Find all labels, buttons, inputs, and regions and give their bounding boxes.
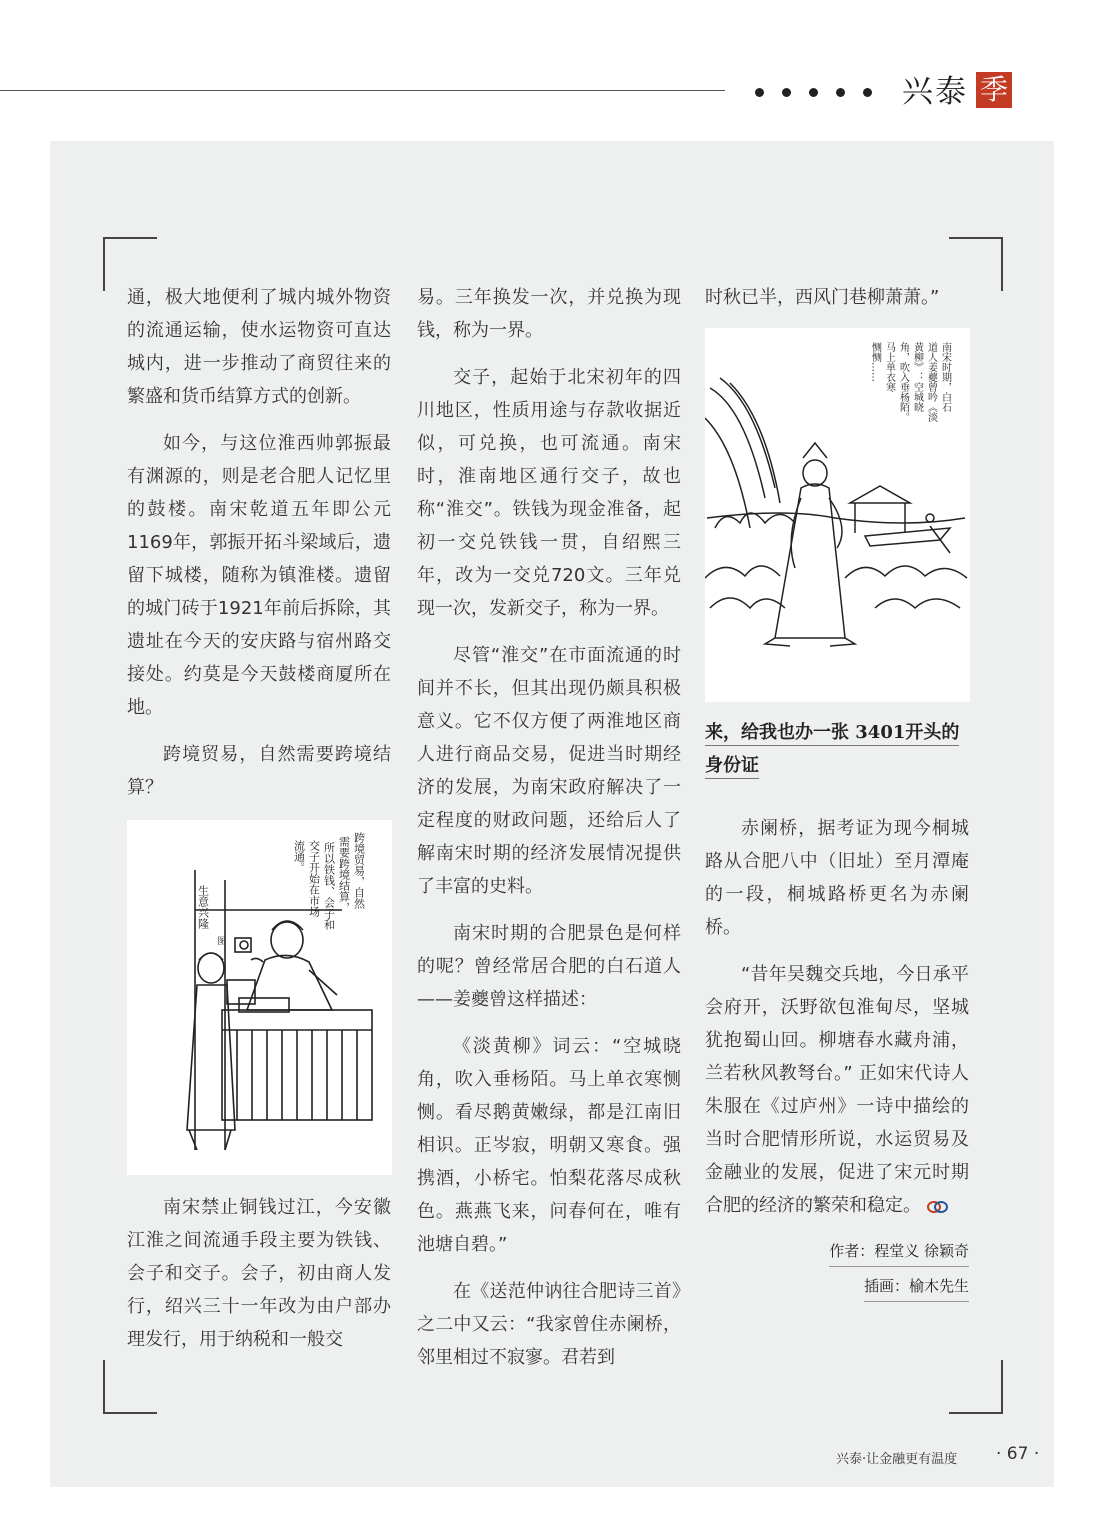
calligraphy-line: 跨境贸易，自然 bbox=[352, 832, 366, 909]
calligraphy-line: 黄柳》：空城晓 bbox=[911, 342, 923, 412]
header-dots bbox=[755, 72, 890, 112]
dot bbox=[782, 88, 791, 97]
illustration-caption bbox=[705, 716, 969, 782]
calligraphy-line: 恻恻…… bbox=[869, 342, 881, 382]
illustration-poet-by-river bbox=[705, 328, 970, 702]
season-seal-logo: 季 bbox=[976, 72, 1012, 108]
calligraphy-block bbox=[293, 832, 366, 931]
header-rule bbox=[0, 90, 725, 91]
calligraphy-line: 所以铁钱、会子和 bbox=[322, 842, 336, 930]
dot bbox=[836, 88, 845, 97]
illustration-shop-counter bbox=[127, 820, 392, 1175]
paragraph bbox=[705, 958, 969, 1222]
paragraph: 通，极大地便利了城内城外物资的流通运输，使水运物资可直达城内，进一步推动了商贸往来的繁盛和货币结算方式的创新。 bbox=[127, 287, 391, 407]
page-number: · 67 · bbox=[996, 1444, 1040, 1464]
paragraph: 易。三年换发一次，并兑换为现钱，称为一界。 bbox=[417, 287, 681, 341]
paragraph: 时秋已半，西风门巷柳萧萧。” bbox=[705, 287, 940, 308]
text-column-2 bbox=[417, 281, 681, 1388]
paragraph: 交子，起始于北宋初年的四川地区，性质用途与存款收据近似，可兑换，也可流通。南宋时，淮南地区通行交子，故也称“淮交”。铁钱为现金准备，起初一交兑铁钱一贯，自绍熙三年，改为一交兑720文。三年兑现一次，发新交子，称为一界。 bbox=[417, 367, 681, 619]
paragraph: 《淡黄柳》词云：“空城晓角，吹入垂杨陌。马上单衣寒恻恻。看尽鹅黄嫩绿，都是江南旧相识。正岑寂，明朝又寒食。强携酒，小桥宅。怕梨花落尽成秋色。燕燕飞来，问春何在，唯有池塘自碧。” bbox=[417, 1036, 681, 1255]
end-mark-icon bbox=[927, 1201, 947, 1211]
counter-mark-label: 图 bbox=[217, 937, 227, 947]
poet-river-drawing bbox=[705, 328, 970, 702]
shop-sign bbox=[197, 884, 210, 929]
dot bbox=[863, 88, 872, 97]
calligraphy-line: 南宋时期，白石 bbox=[939, 342, 951, 412]
dot bbox=[755, 88, 764, 97]
paragraph: 赤阑桥，据考证为现今桐城路从合肥八中（旧址）至月潭庵的一段，桐城路桥更名为赤阑桥。 bbox=[705, 818, 969, 938]
calligraphy-line: 流通。 bbox=[292, 840, 306, 873]
dot bbox=[809, 88, 818, 97]
corner-bracket-bottom-right bbox=[949, 1360, 1003, 1414]
illustrator-credit: 插画：榆木先生 bbox=[864, 1271, 969, 1302]
text-column-3 bbox=[705, 281, 969, 1306]
text-column-1 bbox=[127, 281, 391, 1370]
footer-slogan: 兴泰·让金融更有温度 bbox=[836, 1452, 958, 1467]
shop-counter-drawing bbox=[127, 820, 392, 1175]
magazine-brand: 兴泰 bbox=[902, 74, 968, 110]
paragraph: 如今，与这位淮西帅郭振最有渊源的，则是老合肥人记忆里的鼓楼。南宋乾道五年即公元1169年，郭振开拓斗梁域后，遗留下城楼，随称为镇淮楼。遗留的城门砖于1921年前后拆除，其遗址在今天的安庆路与宿州路交接处。约莫是今天鼓楼商厦所在地。 bbox=[127, 433, 391, 718]
caption-line: 来，给我也办一张 3401开头的 bbox=[705, 722, 959, 746]
paragraph: 在《送范仲讷往合肥诗三首》之二中又云：“我家曾住赤阑桥，邻里相过不寂寥。君若到 bbox=[417, 1281, 681, 1368]
calligraphy-block bbox=[870, 341, 952, 423]
author-credit: 作者：程堂义 徐颖奇 bbox=[829, 1236, 969, 1267]
paragraph: 尽管“淮交”在市面流通的时间并不长，但其出现仍颇具积极意义。它不仅方便了两淮地区商人进行商品交易，促进当时期经济的发展，为南宋政府解决了一定程度的财政问题，还给后人了解南宋时期的经济发展情况提供了丰富的史料。 bbox=[417, 645, 681, 897]
calligraphy-line: 交子开始在市场 bbox=[307, 840, 321, 917]
calligraphy-line: 需要跨境结算， bbox=[337, 836, 351, 913]
credits bbox=[705, 1236, 969, 1306]
calligraphy-line: 马上单衣寒 bbox=[883, 342, 895, 392]
paragraph: 跨境贸易，自然需要跨境结算？ bbox=[127, 744, 391, 798]
shop-sign-text: 生意兴隆 bbox=[196, 885, 210, 929]
calligraphy-line: 道人姜夔曾吟《淡 bbox=[925, 342, 937, 422]
paragraph: 南宋禁止铜钱过江，今安徽江淮之间流通手段主要为铁钱、会子和交子。会子，初由商人发行，绍兴三十一年改为由户部办理发行，用于纳税和一般交 bbox=[127, 1197, 391, 1350]
paragraph: 南宋时期的合肥景色是何样的呢？曾经常居合肥的白石道人——姜夔曾这样描述： bbox=[417, 923, 681, 1010]
calligraphy-line: 角，吹入垂杨陌。 bbox=[897, 342, 909, 422]
paragraph-text: “昔年吴魏交兵地，今日承平会府开，沃野欲包淮甸尽，坚城犹抱蜀山回。柳塘春水藏舟浦，兰若秋风教弩台。” 正如宋代诗人朱服在《过庐州》一诗中描绘的当时合肥情形所说，水运贸易及金融业的发展，促进了宋元时期合肥的经济的繁荣和稳定。 bbox=[705, 964, 969, 1216]
caption-line: 身份证 bbox=[705, 755, 759, 779]
